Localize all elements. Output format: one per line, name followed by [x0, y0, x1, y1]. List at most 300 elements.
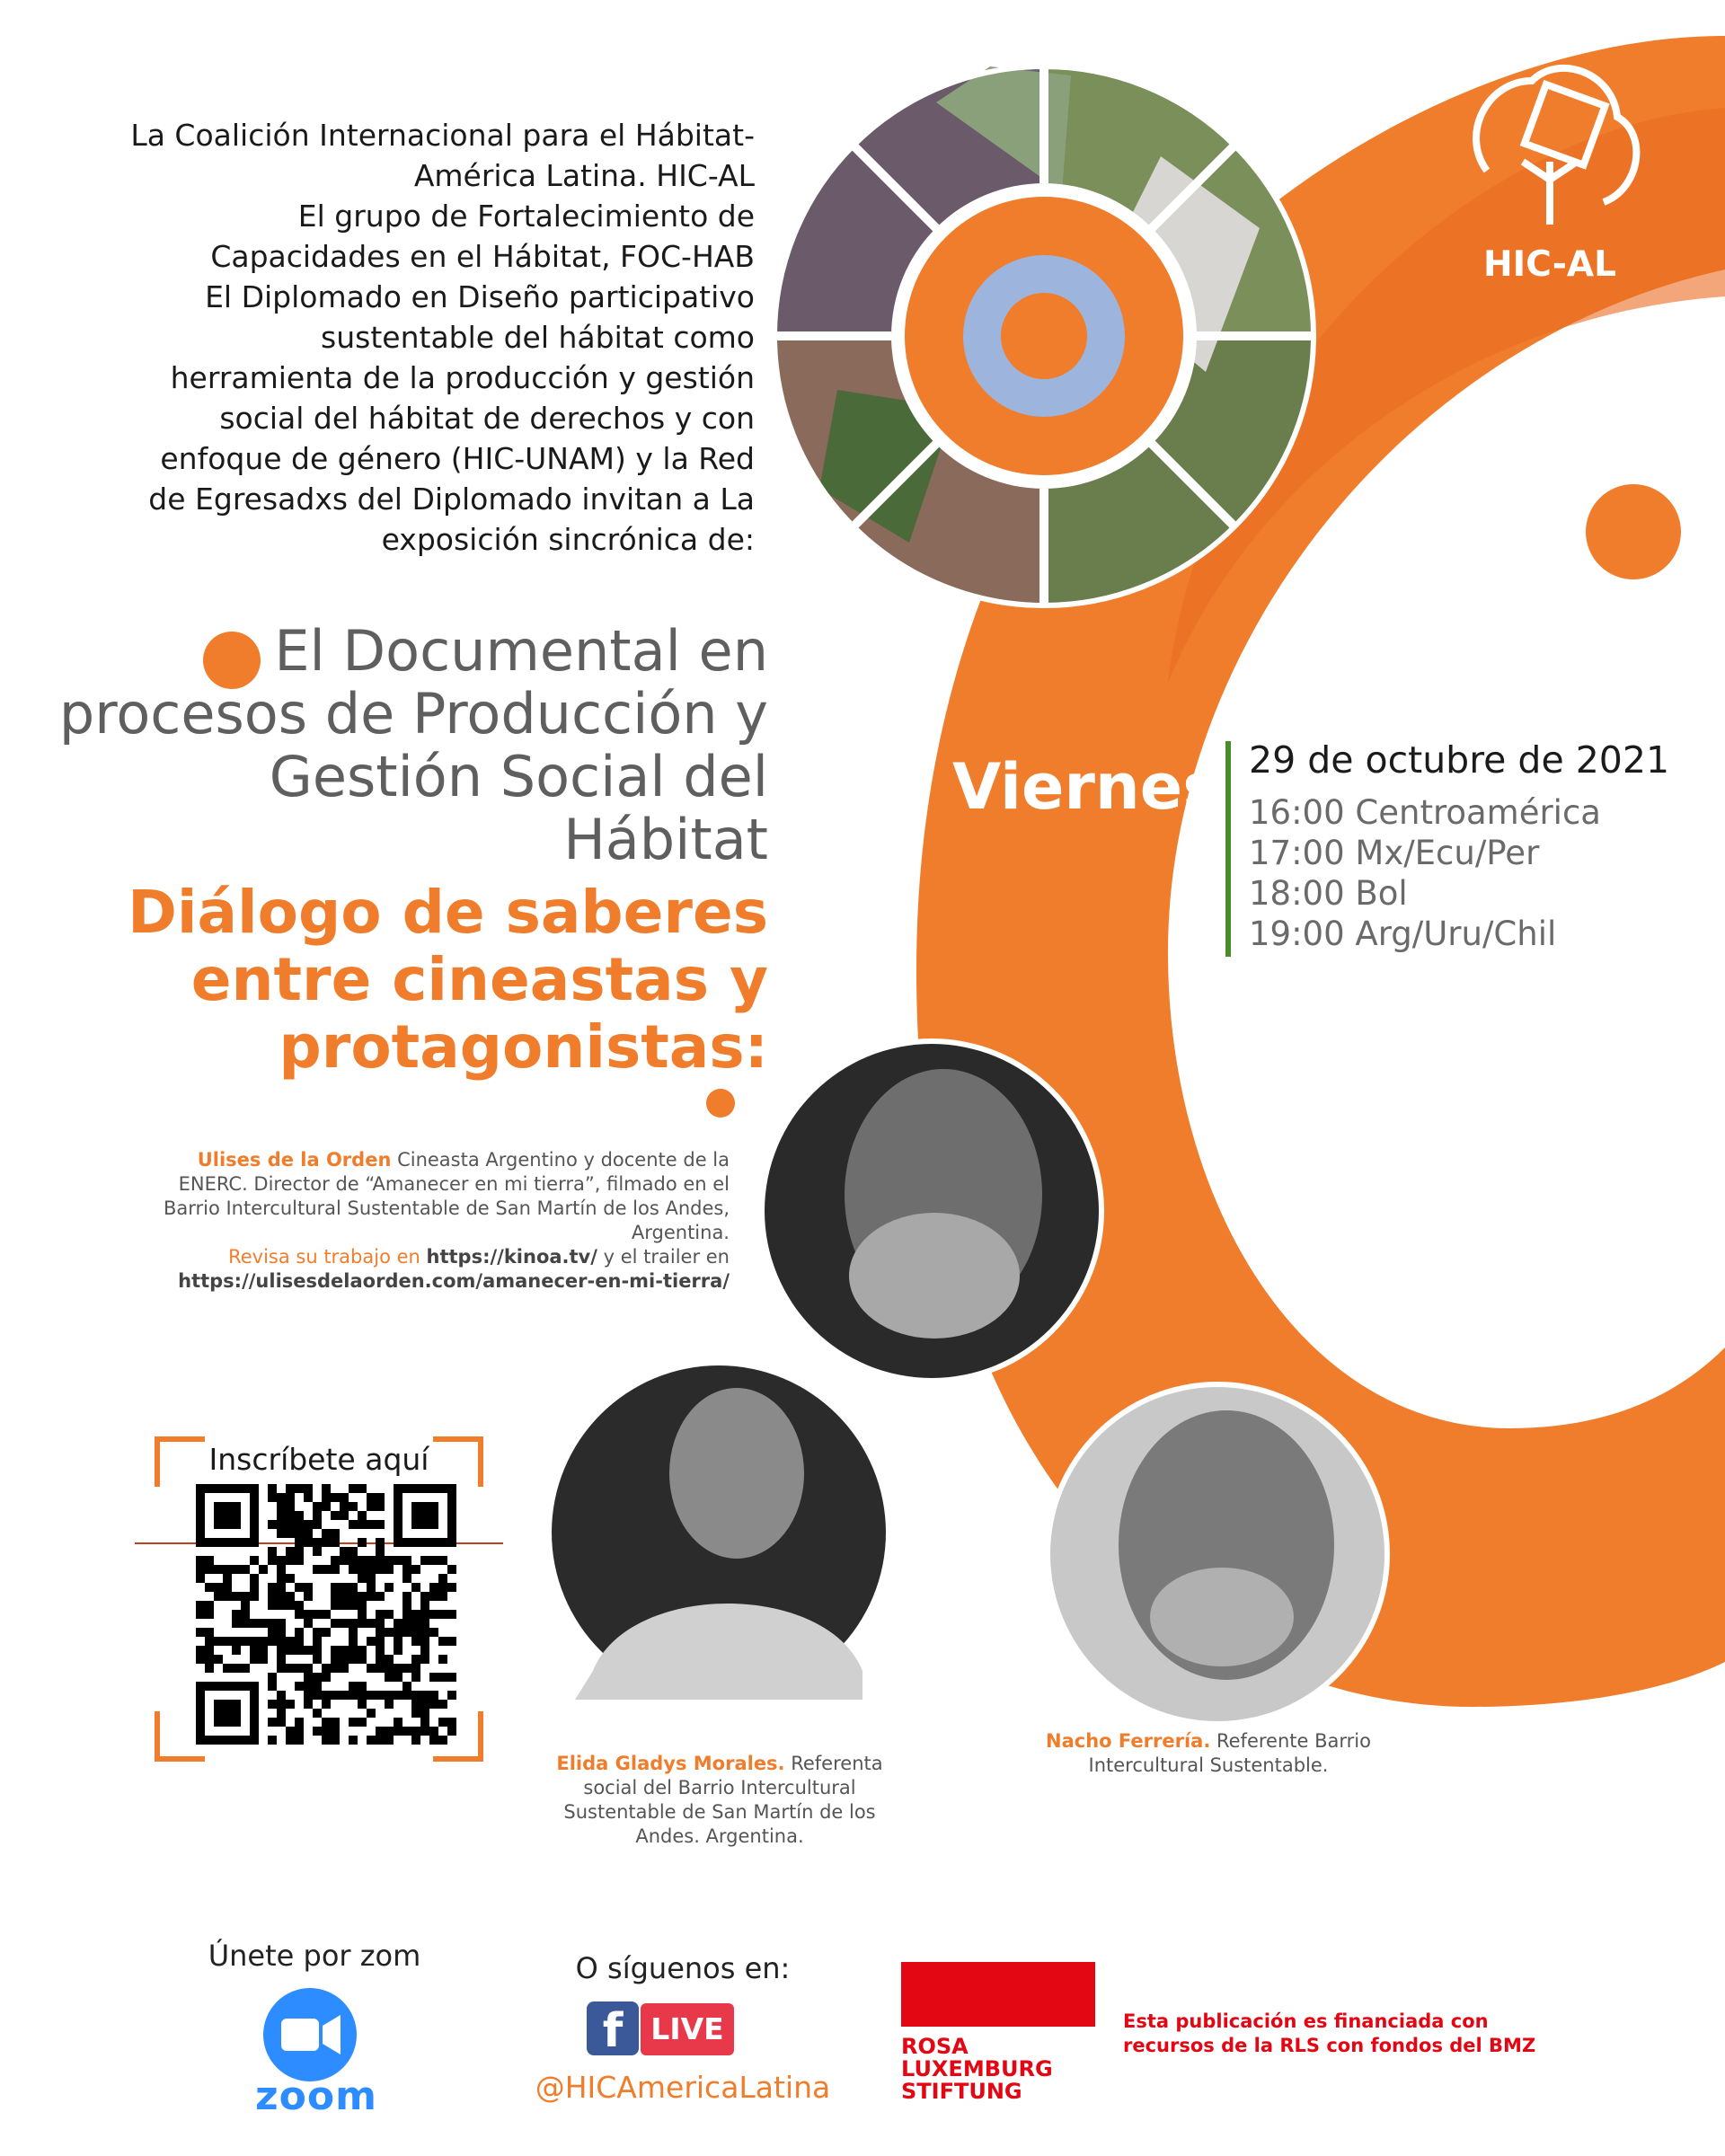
qr-module [376, 1736, 385, 1745]
qr-module [196, 1646, 205, 1655]
qr-module [340, 1655, 349, 1664]
qr-module [402, 1574, 411, 1583]
qr-module [196, 1574, 205, 1583]
qr-module [268, 1583, 277, 1592]
facebook-icon[interactable]: f [587, 2001, 639, 2055]
qr-module [402, 1664, 411, 1673]
qr-module [438, 1637, 447, 1646]
qr-module [394, 1646, 402, 1655]
qr-module [331, 1691, 340, 1700]
qr-module [349, 1637, 358, 1646]
qr-module [349, 1736, 358, 1745]
qr-module [447, 1691, 456, 1700]
qr-module [232, 1664, 241, 1673]
intro-line: El Diplomado en Diseño participativo [205, 279, 755, 314]
qr-module [429, 1610, 438, 1619]
review-prefix: Revisa su trabajo en [228, 1246, 427, 1268]
speaker-bio-text: Referente Barrio Intercultural Sustentable. [1088, 1730, 1371, 1776]
qr-module [376, 1592, 385, 1601]
qr-module [447, 1565, 456, 1574]
zoom-logo-text[interactable]: zoom [255, 2073, 377, 2119]
qr-module [286, 1646, 295, 1655]
qr-module [358, 1484, 367, 1493]
qr-module [205, 1601, 214, 1610]
qr-module [358, 1565, 367, 1574]
qr-module [385, 1736, 394, 1745]
qr-module [367, 1664, 376, 1673]
qr-module [250, 1556, 259, 1565]
qr-module [376, 1556, 385, 1565]
qr-module [268, 1628, 277, 1637]
qr-module [295, 1718, 304, 1727]
qr-module [376, 1610, 385, 1619]
qr-module [241, 1592, 250, 1601]
qr-module [429, 1691, 438, 1700]
event-date: 29 de octubre de 2021 [1249, 738, 1670, 782]
qr-module [232, 1646, 241, 1655]
intro-line: herramienta de la producción y gestión [170, 360, 755, 395]
qr-module [322, 1484, 331, 1493]
qr-module [438, 1673, 447, 1682]
qr-module [304, 1691, 313, 1700]
qr-module [313, 1538, 322, 1547]
qr-module [277, 1664, 286, 1673]
qr-module [438, 1736, 447, 1745]
qr-module [304, 1619, 313, 1628]
speaker-bio-elida [548, 1752, 891, 1849]
qr-module [241, 1565, 250, 1574]
qr-code[interactable] [196, 1484, 456, 1745]
title-line: procesos de Producción y [58, 681, 768, 747]
qr-module [331, 1556, 340, 1565]
qr-module [429, 1727, 438, 1736]
intro-line: social del hábitat de derechos y con [219, 401, 755, 436]
qr-module [420, 1592, 429, 1601]
qr-module [277, 1493, 286, 1502]
subtitle-line: Diálogo de saberes [128, 878, 768, 947]
qr-module [268, 1601, 277, 1610]
qr-module [286, 1502, 295, 1511]
qr-module [250, 1655, 259, 1664]
qr-finder [411, 1502, 438, 1529]
qr-module [331, 1727, 340, 1736]
qr-module [313, 1511, 322, 1520]
trailer-link[interactable]: https://ulisesdelaorden.com/amanecer-en-mi-tierra/ [178, 1270, 730, 1292]
social-handle[interactable]: @HICAmericaLatina [535, 2070, 831, 2105]
funding-note [1123, 2010, 1535, 2058]
qr-module [402, 1601, 411, 1610]
qr-module [304, 1484, 313, 1493]
qr-module [411, 1610, 420, 1619]
qr-module [402, 1619, 411, 1628]
qr-module [394, 1691, 402, 1700]
live-badge[interactable]: LIVE [641, 2003, 734, 2055]
intro-line: sustentable del hábitat como [321, 320, 755, 355]
qr-module [411, 1637, 420, 1646]
qr-module [322, 1718, 331, 1727]
qr-module [295, 1511, 304, 1520]
qr-module [196, 1628, 205, 1637]
qr-module [277, 1691, 286, 1700]
qr-module [313, 1547, 322, 1556]
qr-module [420, 1619, 429, 1628]
qr-module [205, 1556, 214, 1565]
qr-module [331, 1736, 340, 1745]
qr-module [420, 1700, 429, 1709]
qr-module [429, 1628, 438, 1637]
qr-module [322, 1628, 331, 1637]
speaker-bio-ulises [153, 1148, 730, 1294]
qr-module [214, 1655, 223, 1664]
title-line: Hábitat [563, 807, 768, 872]
qr-module [223, 1592, 232, 1601]
qr-module [358, 1601, 367, 1610]
qr-module [358, 1556, 367, 1565]
qr-module [259, 1619, 268, 1628]
qr-module [349, 1655, 358, 1664]
qr-module [340, 1556, 349, 1565]
qr-module [331, 1592, 340, 1601]
qr-module [322, 1727, 331, 1736]
qr-module [313, 1520, 322, 1529]
qr-module [214, 1583, 223, 1592]
rls-logo-text [901, 2036, 1053, 2103]
qr-module [340, 1664, 349, 1673]
qr-module [331, 1493, 340, 1502]
qr-module [385, 1673, 394, 1682]
qr-module [205, 1664, 214, 1673]
qr-module [268, 1619, 277, 1628]
qr-module [268, 1673, 277, 1682]
qr-module [205, 1655, 214, 1664]
qr-module [349, 1691, 358, 1700]
qr-module [394, 1628, 402, 1637]
qr-module [385, 1700, 394, 1709]
qr-module [322, 1700, 331, 1709]
qr-module [223, 1637, 232, 1646]
review-mid: y el trailer en [597, 1246, 730, 1268]
qr-module [286, 1574, 295, 1583]
qr-module [358, 1538, 367, 1547]
qr-module [394, 1619, 402, 1628]
qr-module [268, 1682, 277, 1691]
qr-module [277, 1646, 286, 1655]
qr-module [420, 1610, 429, 1619]
qr-module [411, 1565, 420, 1574]
time-slot: 18:00 Bol [1249, 874, 1408, 913]
qr-module [286, 1547, 295, 1556]
qr-module [277, 1565, 286, 1574]
qr-module [259, 1637, 268, 1646]
qr-module [367, 1502, 376, 1511]
speaker-name: Elida Gladys Morales. [556, 1753, 785, 1774]
qr-module [286, 1592, 295, 1601]
funding-line: recursos de la RLS con fondos del BMZ [1123, 2035, 1536, 2056]
qr-module [286, 1601, 295, 1610]
qr-module [268, 1736, 277, 1745]
qr-module [259, 1646, 268, 1655]
qr-module [214, 1565, 223, 1574]
qr-module [420, 1727, 429, 1736]
qr-module [385, 1664, 394, 1673]
qr-module [277, 1628, 286, 1637]
qr-module [295, 1601, 304, 1610]
qr-module [429, 1583, 438, 1592]
qr-module [313, 1637, 322, 1646]
qr-module [394, 1637, 402, 1646]
qr-module [340, 1511, 349, 1520]
qr-module [214, 1592, 223, 1601]
qr-module [277, 1583, 286, 1592]
qr-module [295, 1520, 304, 1529]
rls-line: LUXEMBURG [901, 2056, 1053, 2081]
intro-line: de Egresadxs del Diplomado invitan a La [148, 482, 755, 517]
qr-module [322, 1565, 331, 1574]
qr-module [304, 1529, 313, 1538]
qr-module [313, 1691, 322, 1700]
qr-module [268, 1547, 277, 1556]
qr-module [376, 1565, 385, 1574]
qr-module [322, 1502, 331, 1511]
qr-module [349, 1556, 358, 1565]
qr-module [340, 1592, 349, 1601]
qr-module [295, 1583, 304, 1592]
qr-module [196, 1655, 205, 1664]
qr-module [331, 1529, 340, 1538]
qr-module [241, 1664, 250, 1673]
qr-module [304, 1538, 313, 1547]
qr-module [367, 1583, 376, 1592]
qr-module [349, 1682, 358, 1691]
qr-module [277, 1619, 286, 1628]
qr-module [340, 1502, 349, 1511]
qr-module [411, 1628, 420, 1637]
qr-module [402, 1628, 411, 1637]
qr-module [376, 1520, 385, 1529]
intro-text [90, 115, 755, 560]
qr-module [349, 1565, 358, 1574]
qr-module [420, 1709, 429, 1718]
qr-module [411, 1736, 420, 1745]
qr-module [313, 1727, 322, 1736]
qr-module [447, 1727, 456, 1736]
qr-module [205, 1628, 214, 1637]
kinoa-link[interactable]: https://kinoa.tv/ [426, 1246, 597, 1268]
qr-module [376, 1727, 385, 1736]
qr-module [331, 1601, 340, 1610]
speaker-name: Nacho Ferrería. [1046, 1730, 1211, 1752]
qr-module [277, 1601, 286, 1610]
qr-module [223, 1664, 232, 1673]
qr-module [376, 1691, 385, 1700]
qr-module [268, 1520, 277, 1529]
qr-module [232, 1637, 241, 1646]
qr-module [447, 1583, 456, 1592]
qr-module [322, 1610, 331, 1619]
qr-module [394, 1664, 402, 1673]
qr-module [358, 1511, 367, 1520]
qr-module [277, 1592, 286, 1601]
qr-module [304, 1664, 313, 1673]
qr-module [349, 1628, 358, 1637]
orange-dot-large [1586, 484, 1681, 579]
qr-module [250, 1583, 259, 1592]
qr-module [286, 1529, 295, 1538]
speaker-bio-text: Referenta social del Barrio Intercultural Sustentable de San Martín de los Andes. Argentina. [563, 1753, 883, 1847]
qr-module [277, 1655, 286, 1664]
qr-module [411, 1619, 420, 1628]
portrait-elida [546, 1360, 891, 1705]
date-divider [1225, 741, 1231, 957]
follow-label: O síguenos en: [575, 1951, 791, 1985]
qr-module [286, 1637, 295, 1646]
qr-module [205, 1637, 214, 1646]
qr-module [394, 1727, 402, 1736]
qr-module [322, 1493, 331, 1502]
qr-module [295, 1664, 304, 1673]
qr-module [420, 1691, 429, 1700]
qr-module [250, 1574, 259, 1583]
zoom-icon [263, 1988, 357, 2081]
photo-wheel [774, 66, 1314, 605]
qr-module [277, 1511, 286, 1520]
qr-module [295, 1556, 304, 1565]
qr-module [358, 1592, 367, 1601]
qr-module [277, 1709, 286, 1718]
intro-line: El grupo de Fortalecimiento de [297, 199, 755, 234]
rls-line: ROSA [901, 2034, 969, 2059]
qr-module [259, 1655, 268, 1664]
qr-module [277, 1556, 286, 1565]
qr-module [205, 1646, 214, 1655]
qr-module [295, 1727, 304, 1736]
qr-module [268, 1556, 277, 1565]
qr-module [367, 1520, 376, 1529]
qr-module [232, 1565, 241, 1574]
qr-module [376, 1646, 385, 1655]
qr-module [268, 1493, 277, 1502]
qr-module [438, 1574, 447, 1583]
qr-module [367, 1637, 376, 1646]
qr-module [349, 1718, 358, 1727]
qr-module [376, 1628, 385, 1637]
qr-module [367, 1565, 376, 1574]
qr-module [358, 1574, 367, 1583]
qr-module [322, 1691, 331, 1700]
qr-module [313, 1565, 322, 1574]
qr-module [411, 1727, 420, 1736]
qr-module [385, 1628, 394, 1637]
qr-module [322, 1538, 331, 1547]
qr-module [277, 1520, 286, 1529]
qr-module [420, 1718, 429, 1727]
qr-module [376, 1619, 385, 1628]
qr-module [241, 1610, 250, 1619]
qr-module [367, 1556, 376, 1565]
qr-module [286, 1493, 295, 1502]
qr-module [358, 1682, 367, 1691]
qr-module [295, 1484, 304, 1493]
qr-finder [214, 1700, 241, 1727]
qr-module [358, 1646, 367, 1655]
qr-module [205, 1565, 214, 1574]
qr-module [385, 1727, 394, 1736]
qr-module [376, 1547, 385, 1556]
qr-module [394, 1673, 402, 1682]
hical-logo-text: HIC-AL [1483, 244, 1616, 285]
qr-module [358, 1520, 367, 1529]
qr-module [223, 1574, 232, 1583]
qr-module [331, 1718, 340, 1727]
qr-module [349, 1583, 358, 1592]
qr-module [331, 1538, 340, 1547]
qr-module [304, 1673, 313, 1682]
qr-module [286, 1736, 295, 1745]
qr-module [268, 1484, 277, 1493]
qr-module [313, 1628, 322, 1637]
qr-module [340, 1583, 349, 1592]
qr-module [304, 1682, 313, 1691]
title-line: Gestión Social del [269, 744, 768, 809]
portrait-nacho [1045, 1382, 1390, 1727]
qr-module [376, 1664, 385, 1673]
intro-line: América Latina. HIC-AL [413, 158, 755, 193]
qr-module [295, 1736, 304, 1745]
qr-module [331, 1511, 340, 1520]
qr-module [411, 1691, 420, 1700]
subtitle-line: entre cineastas y [190, 945, 768, 1014]
qr-finder [214, 1502, 241, 1529]
qr-module [331, 1646, 340, 1655]
title-line: El Documental en [274, 618, 768, 684]
qr-module [376, 1538, 385, 1547]
qr-module [250, 1646, 259, 1655]
qr-module [376, 1637, 385, 1646]
subtitle-bullet-dot [706, 1089, 735, 1118]
qr-module [304, 1592, 313, 1601]
qr-module [295, 1610, 304, 1619]
rls-line: STIFTUNG [901, 2079, 1022, 2104]
qr-module [385, 1691, 394, 1700]
qr-module [420, 1646, 429, 1655]
qr-module [259, 1565, 268, 1574]
qr-module [385, 1655, 394, 1664]
qr-module [331, 1619, 340, 1628]
qr-module [411, 1583, 420, 1592]
time-slot: 17:00 Mx/Ecu/Per [1249, 834, 1540, 872]
qr-module [277, 1574, 286, 1583]
qr-module [438, 1592, 447, 1601]
qr-module [358, 1610, 367, 1619]
qr-module [385, 1610, 394, 1619]
qr-module [367, 1574, 376, 1583]
speaker-bio-nacho [1033, 1729, 1384, 1778]
qr-module [313, 1610, 322, 1619]
qr-module [232, 1592, 241, 1601]
qr-module [241, 1637, 250, 1646]
qr-module [286, 1727, 295, 1736]
qr-module [268, 1592, 277, 1601]
qr-module [304, 1520, 313, 1529]
qr-module [349, 1592, 358, 1601]
qr-module [196, 1610, 205, 1619]
qr-module [277, 1502, 286, 1511]
rls-red-block [901, 1962, 1095, 2027]
event-day: Viernes [952, 750, 1220, 824]
qr-module [429, 1673, 438, 1682]
subtitle-line: protagonistas: [279, 1012, 768, 1082]
qr-module [438, 1700, 447, 1709]
